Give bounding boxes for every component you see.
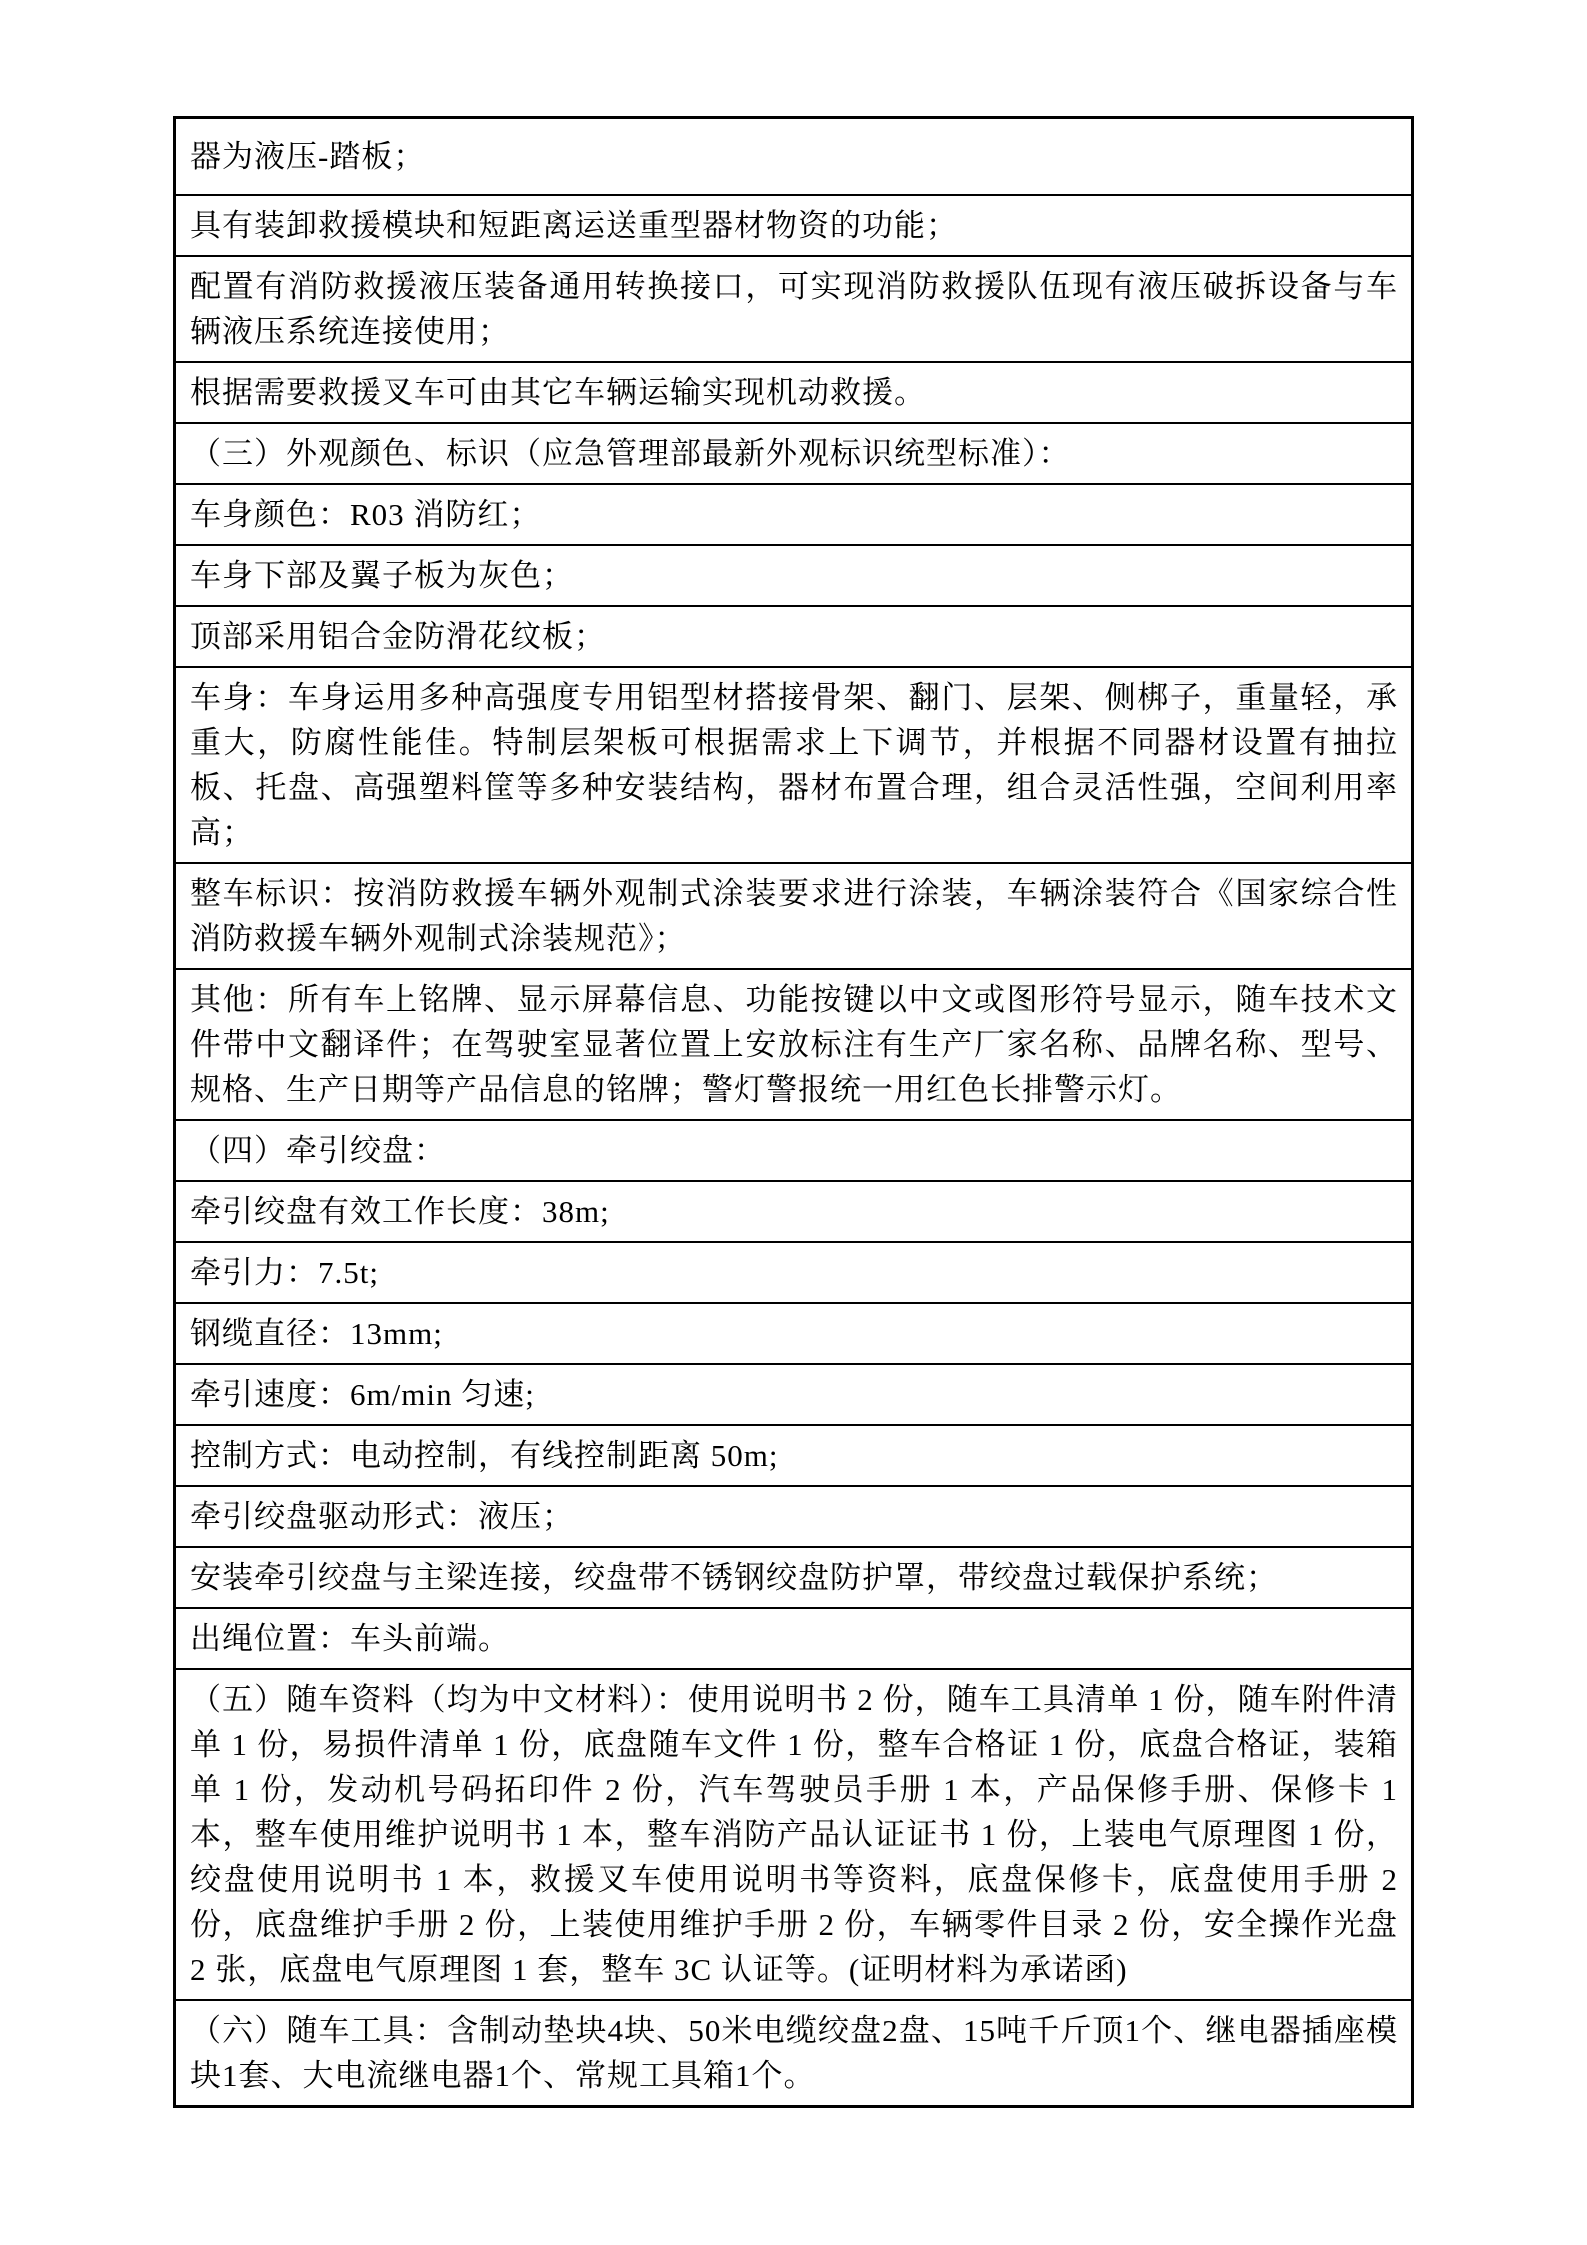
- table-row: [176, 1548, 1411, 1609]
- table-row: [176, 668, 1411, 864]
- table-row: [176, 970, 1411, 1121]
- row-text: 出绳位置：车头前端。: [190, 1621, 510, 1656]
- spec-table: [173, 116, 1414, 2108]
- row-text: 安装牵引绞盘与主梁连接，绞盘带不锈钢绞盘防护罩，带绞盘过载保护系统；: [190, 1560, 1278, 1595]
- table-row: [176, 1243, 1411, 1304]
- row-text: （三）外观颜色、标识（应急管理部最新外观标识统型标准）：: [190, 436, 1071, 471]
- table-row: [176, 257, 1411, 363]
- row-text: 控制方式：电动控制，有线控制距离 50m;: [190, 1438, 779, 1473]
- row-text: 具有装卸救援模块和短距离运送重型器材物资的功能；: [190, 208, 958, 243]
- row-text: 整车标识：按消防救援车辆外观制式涂装要求进行涂装，车辆涂装符合《国家综合性消防救援车辆外观制式涂装规范》；: [190, 876, 1398, 956]
- row-text: 牵引速度：6m/min 匀速;: [190, 1377, 535, 1412]
- table-row: [176, 1487, 1411, 1548]
- row-text: 车身：车身运用多种高强度专用铝型材搭接骨架、翻门、层架、侧梆子，重量轻，承重大，防腐性能佳。特制层架板可根据需求上下调节，并根据不同器材设置有抽拉板、托盘、高强塑料筐等多种安装结构，器材布置合理，组合灵活性强，空间利用率高；: [190, 680, 1398, 850]
- table-row: [176, 119, 1411, 196]
- row-text: 其他：所有车上铭牌、显示屏幕信息、功能按键以中文或图形符号显示，随车技术文件带中文翻译件；在驾驶室显著位置上安放标注有生产厂家名称、品牌名称、型号、规格、生产日期等产品信息的铭牌；警灯警报统一用红色长排警示灯。: [190, 982, 1398, 1107]
- table-row: [176, 1304, 1411, 1365]
- table-row-section-5: [176, 1670, 1411, 2001]
- table-row: [176, 1426, 1411, 1487]
- table-row: [176, 1609, 1411, 1670]
- table-row: [176, 1365, 1411, 1426]
- table-row: [176, 363, 1411, 424]
- row-text: 顶部采用铝合金防滑花纹板；: [190, 619, 606, 654]
- row-text: 牵引力：7.5t;: [190, 1255, 379, 1290]
- table-row: [176, 546, 1411, 607]
- table-row: [176, 196, 1411, 257]
- table-row: [176, 485, 1411, 546]
- row-text: 牵引绞盘有效工作长度：38m;: [190, 1194, 610, 1229]
- row-text: 车身下部及翼子板为灰色；: [190, 558, 574, 593]
- row-text: 车身颜色：R03 消防红；: [190, 497, 542, 532]
- row-text: 牵引绞盘驱动形式：液压；: [190, 1499, 574, 1534]
- row-text: 器为液压-踏板；: [190, 139, 426, 174]
- row-text: 钢缆直径：13mm;: [190, 1316, 443, 1351]
- table-row-section-6: [176, 2001, 1411, 2105]
- row-text: （四）牵引绞盘：: [190, 1133, 446, 1168]
- table-row-section-4: [176, 1121, 1411, 1182]
- table-row: [176, 607, 1411, 668]
- table-row-section-3: [176, 424, 1411, 485]
- row-text: （六）随车工具：含制动垫块4块、50米电缆绞盘2盘、15吨千斤顶1个、继电器插座模块1套、大电流继电器1个、常规工具箱1个。: [190, 2013, 1398, 2093]
- row-text: 配置有消防救援液压装备通用转换接口，可实现消防救援队伍现有液压破拆设备与车辆液压系统连接使用；: [190, 269, 1398, 349]
- row-text: 根据需要救援叉车可由其它车辆运输实现机动救援。: [190, 375, 926, 410]
- row-text: （五）随车资料（均为中文材料）：使用说明书 2 份，随车工具清单 1 份，随车附件清单 1 份，易损件清单 1 份，底盘随车文件 1 份，整车合格证 1 份，底盘合格证，装箱单 1 份，发动机号码拓印件 2 份，汽车驾驶员手册 1 本，产品保修手册、保修卡 1 本，整车使用维护说明书 1 本，整车消防产品认证证书 1 份，上装电气原理图 1 份，绞盘使用说明书 1 本，救援叉车使用说明书等资料，底盘保修卡，底盘使用手册 2 份，底盘维护手册 2 份，上装使用维护手册 2 份，车辆零件目录 2 份，安全操作光盘 2 张，底盘电气原理图 1 套，整车 3C 认证等。(证明材料为承诺函): [190, 1682, 1398, 1987]
- table-row: [176, 1182, 1411, 1243]
- table-row: [176, 864, 1411, 970]
